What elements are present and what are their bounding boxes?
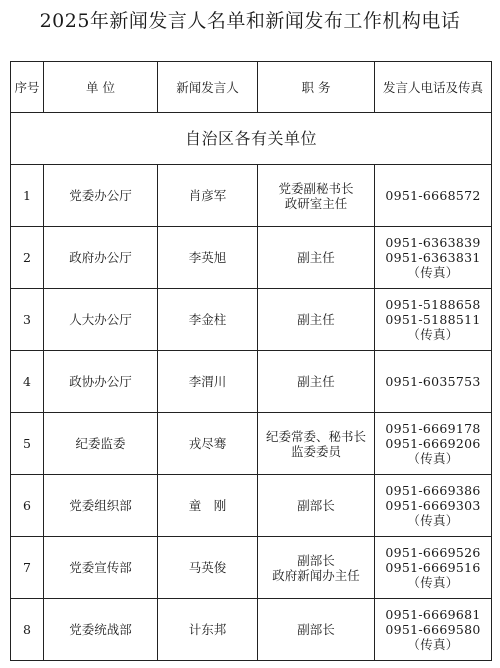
cell-unit <box>44 599 158 661</box>
cell-phone-line: 0951-6669386 <box>385 483 481 498</box>
cell-seq-line: 8 <box>23 622 31 637</box>
cell-unit-line: 党委宣传部 <box>69 560 132 575</box>
document-title: 2025年新闻发言人名单和新闻发布工作机构电话 <box>39 10 461 32</box>
cell-phone-line: 0951-6363831 <box>385 250 481 265</box>
cell-position <box>258 165 375 227</box>
cell-spokesperson <box>158 227 258 289</box>
cell-position <box>258 413 375 475</box>
cell-seq <box>11 599 44 661</box>
table-row <box>11 475 492 537</box>
table-row <box>11 413 492 475</box>
cell-phone-line: （传真） <box>407 265 459 280</box>
cell-phone-line: 0951-6035753 <box>385 374 481 389</box>
cell-phone-line: 0951-6668572 <box>385 188 481 203</box>
cell-unit-line: 党委组织部 <box>69 498 132 513</box>
cell-spokesperson <box>158 289 258 351</box>
cell-position-line: 纪委常委、秘书长 <box>265 428 366 444</box>
cell-position-line: 副部长 <box>297 622 335 637</box>
cell-phone <box>375 413 492 475</box>
cell-spokesperson-line: 戎尽骞 <box>188 436 227 451</box>
cell-seq <box>11 289 44 351</box>
cell-phone-line: 0951-6669303 <box>385 498 481 513</box>
cell-phone-line: （传真） <box>407 513 459 528</box>
table-header-row <box>11 62 492 113</box>
cell-seq-line: 4 <box>23 374 31 389</box>
cell-phone <box>375 227 492 289</box>
cell-spokesperson-line: 李英旭 <box>188 250 227 265</box>
cell-unit <box>44 351 158 413</box>
cell-unit-line: 政协办公厅 <box>69 374 132 389</box>
cell-position <box>258 351 375 413</box>
cell-spokesperson <box>158 599 258 661</box>
cell-seq <box>11 413 44 475</box>
cell-unit-line: 党委统战部 <box>69 622 132 637</box>
cell-seq <box>11 351 44 413</box>
cell-phone <box>375 165 492 227</box>
cell-position-line: 政研室主任 <box>284 195 348 211</box>
cell-seq-line: 5 <box>23 436 31 451</box>
header-position: 职 务 <box>258 62 375 113</box>
cell-phone <box>375 475 492 537</box>
cell-phone-line: 0951-5188511 <box>385 312 481 327</box>
table-row <box>11 165 492 227</box>
cell-unit-line: 人大办公厅 <box>69 312 132 327</box>
cell-spokesperson <box>158 351 258 413</box>
cell-unit <box>44 289 158 351</box>
cell-phone-line: 0951-6669206 <box>385 436 481 451</box>
cell-seq-line: 1 <box>23 188 31 203</box>
cell-seq-line: 2 <box>23 250 31 265</box>
cell-seq <box>11 227 44 289</box>
cell-phone-line: （传真） <box>407 637 459 652</box>
cell-spokesperson-line: 肖彦军 <box>188 188 227 203</box>
table-row <box>11 289 492 351</box>
cell-phone-line: 0951-6669516 <box>385 560 481 575</box>
section-row <box>11 113 492 165</box>
header-unit: 单 位 <box>44 62 158 113</box>
cell-seq <box>11 475 44 537</box>
cell-phone-line: 0951-6363839 <box>385 235 481 250</box>
cell-phone <box>375 599 492 661</box>
cell-spokesperson <box>158 537 258 599</box>
table-row <box>11 599 492 661</box>
cell-position <box>258 289 375 351</box>
cell-spokesperson-line: 计东邦 <box>188 622 227 637</box>
cell-unit-line: 政府办公厅 <box>69 250 132 265</box>
cell-phone <box>375 289 492 351</box>
cell-seq-line: 6 <box>23 498 31 513</box>
cell-position-line: 副主任 <box>297 374 335 389</box>
cell-spokesperson-line: 马英俊 <box>188 560 227 575</box>
cell-phone-line: 0951-6669526 <box>385 545 481 560</box>
cell-spokesperson-line: 李金柱 <box>188 312 227 327</box>
cell-phone <box>375 351 492 413</box>
cell-spokesperson-line: 童 刚 <box>188 498 227 513</box>
cell-position <box>258 227 375 289</box>
section-title: 自治区各有关单位 <box>11 113 492 165</box>
cell-spokesperson <box>158 165 258 227</box>
table-row <box>11 351 492 413</box>
cell-seq <box>11 165 44 227</box>
cell-position-line: 副部长 <box>297 498 335 513</box>
cell-unit <box>44 475 158 537</box>
cell-unit <box>44 227 158 289</box>
cell-phone-line: （传真） <box>407 327 459 342</box>
cell-phone-line: 0951-5188658 <box>385 297 481 312</box>
cell-position-line: 副主任 <box>297 250 335 265</box>
cell-spokesperson-line: 李渭川 <box>188 374 227 389</box>
header-phone: 发言人电话及传真 <box>375 62 492 113</box>
cell-position <box>258 599 375 661</box>
cell-seq-line: 3 <box>23 312 31 327</box>
cell-unit <box>44 165 158 227</box>
cell-spokesperson <box>158 475 258 537</box>
cell-spokesperson <box>158 413 258 475</box>
cell-unit-line: 纪委监委 <box>75 436 126 451</box>
cell-unit-line: 党委办公厅 <box>69 188 132 203</box>
header-spokesperson: 新闻发言人 <box>158 62 258 113</box>
cell-phone-line: （传真） <box>407 451 459 466</box>
table-body <box>11 113 492 661</box>
cell-phone-line: （传真） <box>407 575 459 590</box>
table-row <box>11 537 492 599</box>
spokesperson-table <box>10 61 492 661</box>
cell-phone <box>375 537 492 599</box>
cell-phone-line: 0951-6669681 <box>385 607 481 622</box>
cell-position <box>258 537 375 599</box>
header-seq: 序号 <box>11 62 44 113</box>
cell-position-line: 监委委员 <box>290 443 341 459</box>
cell-position-line: 副主任 <box>297 312 335 327</box>
cell-position-line: 副部长 <box>297 552 335 568</box>
cell-position-line: 政府新闻办主任 <box>272 567 360 583</box>
table-row <box>11 227 492 289</box>
cell-unit <box>44 537 158 599</box>
cell-position <box>258 475 375 537</box>
cell-phone-line: 0951-6669580 <box>385 622 481 637</box>
cell-seq-line: 7 <box>23 560 31 575</box>
cell-seq <box>11 537 44 599</box>
cell-phone-line: 0951-6669178 <box>385 421 481 436</box>
cell-unit <box>44 413 158 475</box>
cell-position-line: 党委副秘书长 <box>278 180 354 196</box>
